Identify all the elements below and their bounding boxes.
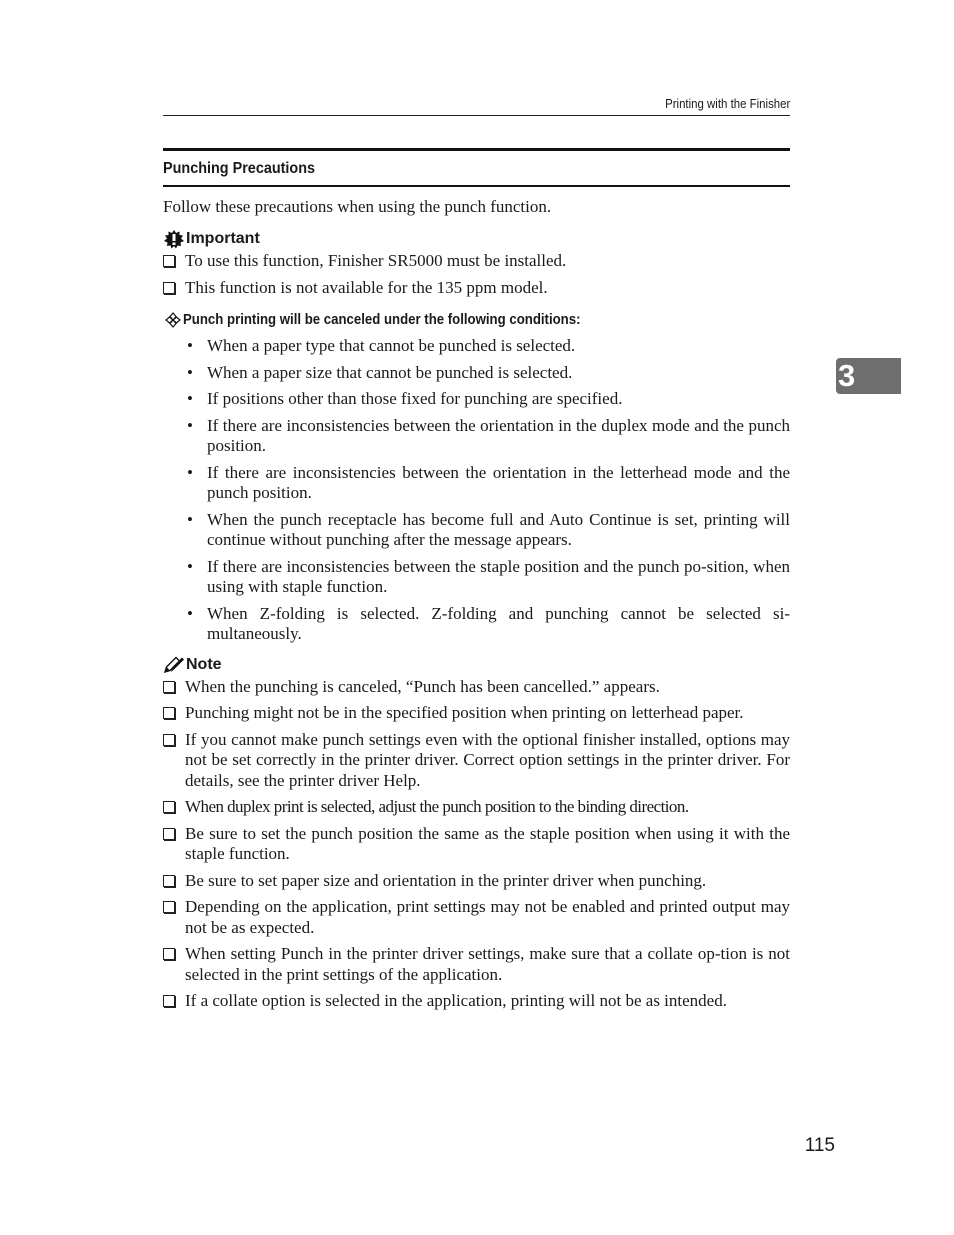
list-item: Punching might not be in the specified position when printing on letterhead paper. [163, 703, 790, 724]
list-item: To use this function, Finisher SR5000 must be installed. [163, 251, 790, 272]
list-item: Be sure to set paper size and orientation in the printer driver when punching. [163, 871, 790, 892]
important-list [163, 251, 790, 298]
list-item: When the punching is canceled, “Punch has been cancelled.” appears. [163, 677, 790, 698]
list-item: • If positions other than those fixed for punching are specified. [187, 389, 623, 408]
list-item: If you cannot make punch settings even with the optional finisher installed, options may not be set correctly in the printer driver. Correct option settings in the printer driver. For details, see the printer driver Help. [163, 730, 790, 792]
list-item: When duplex print is selected, adjust the punch position to the binding direction. [163, 797, 790, 818]
note-list [163, 677, 790, 1012]
checkbox-square-icon [163, 255, 175, 267]
chapter-tab [836, 358, 901, 394]
list-item: • When a paper size that cannot be punched is selected. [187, 362, 573, 382]
chapter-number: 3 [838, 358, 856, 393]
checkbox-square-icon [163, 828, 175, 840]
list-item: • When a paper type that cannot be punched is selected. [187, 336, 576, 355]
page-number: 115 [804, 1135, 835, 1156]
pencil-note-icon [163, 656, 185, 674]
conditions-heading: Punch printing will be canceled under the following conditions: [163, 310, 790, 330]
checkbox-square-icon [163, 875, 175, 887]
checkbox-square-icon [163, 707, 175, 719]
punching-precautions-section [163, 148, 790, 1018]
running-head [163, 96, 790, 116]
list-item: Depending on the application, print settings may not be enabled and printed output may not be as expected. [163, 897, 790, 938]
important-label: Important [186, 230, 260, 247]
checkbox-square-icon [163, 681, 175, 693]
checkbox-square-icon [163, 734, 175, 746]
list-item: • If there are inconsistencies between the orientation in the duplex mode and the punch position. [187, 415, 790, 455]
conditions-list [163, 336, 790, 645]
list-item: This function is not available for the 135 ppm model. [163, 278, 790, 299]
running-head-text: Printing with the Finisher [664, 96, 790, 111]
list-item: • When the punch receptacle has become full and Auto Continue is set, printing will continue without punching after the message appears. [187, 509, 790, 549]
list-item: • If there are inconsistencies between the orientation in the letterhead mode and the punch position. [187, 462, 790, 502]
checkbox-square-icon [163, 948, 175, 960]
checkbox-square-icon [163, 282, 175, 294]
checkbox-square-icon [163, 995, 175, 1007]
section-title: Punching Precautions [163, 148, 790, 187]
checkbox-square-icon [163, 901, 175, 913]
list-item: • When Z-folding is selected. Z-folding and punching cannot be selected si-multaneously. [187, 603, 790, 643]
list-item: • If there are inconsistencies between the staple position and the punch po-sition, when using with staple function. [187, 556, 790, 596]
list-item: If a collate option is selected in the application, printing will not be as intended. [163, 991, 790, 1012]
list-item: Be sure to set the punch position the same as the staple position when using it with the staple function. [163, 824, 790, 865]
note-label: Note [186, 655, 222, 673]
note-heading [163, 655, 790, 675]
diamond-bullet-icon [163, 312, 183, 328]
list-item: When setting Punch in the printer driver settings, make sure that a collate op-tion is not selected in the print settings of the application. [163, 944, 790, 985]
checkbox-square-icon [163, 801, 175, 813]
important-heading [163, 229, 790, 249]
important-icon [163, 229, 185, 249]
intro-paragraph: Follow these precautions when using the punch function. [163, 197, 552, 216]
